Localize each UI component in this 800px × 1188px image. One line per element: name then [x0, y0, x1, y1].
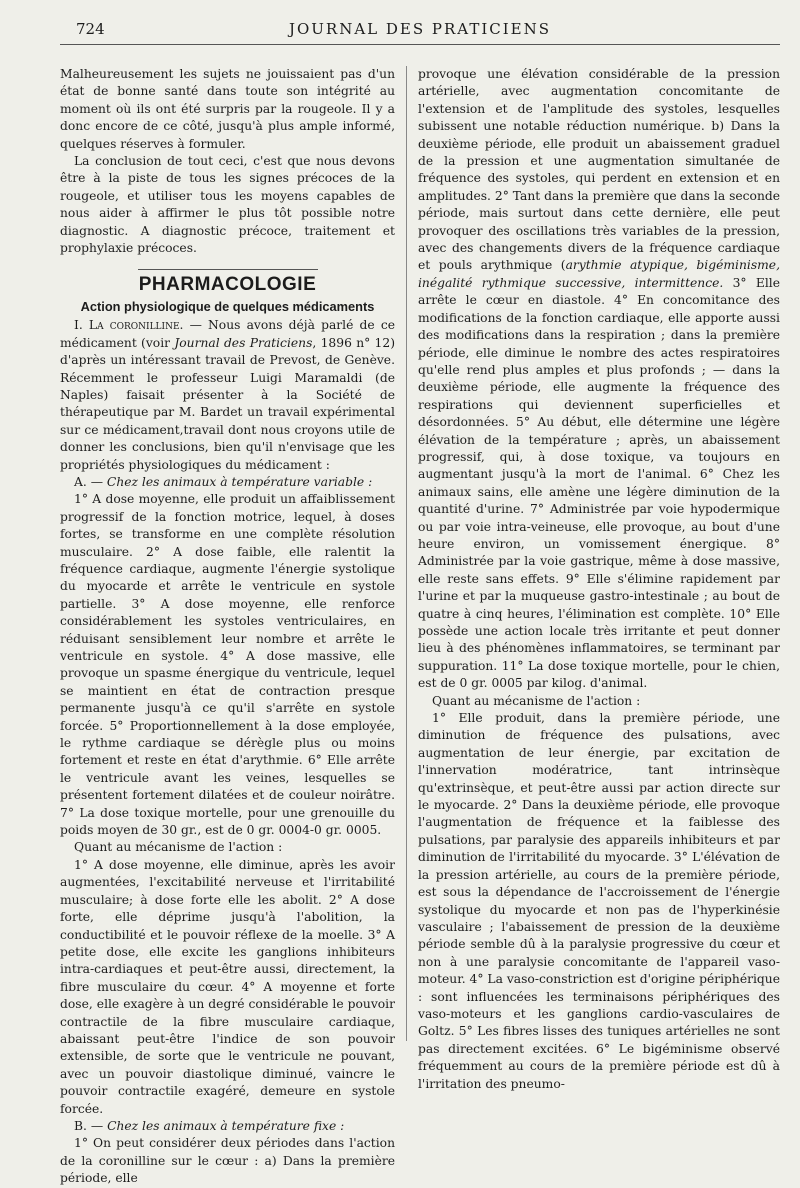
paragraph: La conclusion de tout ceci, c'est que nous devons être à la piste de tous les signes précoces de la rougeole, et utiliser tous les moyens capables de nous aider à affirmer le plus tôt possible notre diagnostic. A diagnostic précoce, traitement et prophylaxie précoces.: [60, 154, 395, 256]
left-column: [60, 66, 395, 1186]
text-run: , 1896 n° 12) d'après un intéressant travail de Prevost, de Genève. Récemment le professeur Luigi Maramaldi (de Naples) faisait présenter à la Société de thérapeutique par M. Bardet un travail expérimental sur ce médicament,travail dont nous croyons utile de donner les conclusions, bien qu'il n'envisage que les propriétés physiologiques du médicament :: [60, 335, 395, 472]
text-run: A. —: [74, 474, 107, 489]
text-italic: arythmie atypique, bigéminisme, inégalité rythmique successive, intermittence.: [418, 258, 780, 290]
subheading-italic: Chez les animaux à température variable :: [106, 474, 373, 489]
paragraph: [418, 66, 780, 693]
column-divider: [406, 66, 407, 1041]
text-run: provoque une élévation considérable de la pression artérielle, avec augmentation concomitante de l'extension et de l'amplitude des systoles, lesquelles subissent une notable réduction numérique. b) Dans la deuxième période, elle produit un abaissement graduel de la pression et une augmentation simultanée de fréquence des systoles, qui perdent en extension et en amplitudes. 2° Tant dans la première que dans la seconde période, mais surtout dans cette dernière, elle peut provoquer des oscillations très variables de la pression, avec des changements divers de la fréquence cardiaque et pouls arythmique (: [418, 67, 781, 273]
paragraph: Quant au mécanisme de l'action :: [432, 693, 641, 708]
subsection-title: Action physiologique de quelques médicaments: [80, 298, 375, 314]
journal-reference: Journal des Praticiens: [174, 335, 313, 350]
section-title: PHARMACOLOGIE: [138, 269, 318, 293]
page-number: 724: [76, 20, 105, 38]
paragraph: 1° Elle produit, dans la première période, une diminution de fréquence des pulsations, avec augmentation de leur énergie, par excitation de l'innervation modératrice, tant intrinsèque qu'extrinsèque, et peut-être aussi par action directe sur le myocarde. 2° Dans la deuxième période, elle provoque l'augmentation de fréquence et la faiblesse des pulsations, par paralysie des appareils inhibiteurs et par diminution de l'irritabilité du myocarde. 3° L'élévation de la pression artérielle, au cours de la première période, est sous la dépendance de l'accroissement de l'énergie systolique du myocarde et non pas de l'hyperkinésie vasculaire ; l'abaissement de pression de la deuxième période semble dû à la paralysie progressive du cœur et non à une paralysie concomitante de l'appareil vaso-moteur. 4° La vaso-constriction est d'origine périphérique : sont influencées les terminaisons périphériques des vaso-moteurs et les ganglions cardio-vasculaires de Goltz. 5° Les fibres lisses des tuniques artérielles ne sont pas directement excitées. 6° Le bigéminisme observé fréquemment au cours de la première période est dû à l'irritation des pneumo-: [418, 711, 780, 1091]
paragraph: Malheureusement les sujets ne jouissaient pas d'un état de bonne santé dans toute son intégrité au moment où ils ont été surpris par la rougeole. Il y a donc encore de ce côté, jusqu'à plus ample informé, quelques réserves à formuler.: [60, 67, 395, 151]
text-run: 3° Elle arrête le cœur en diastole. 4° En concomitance des modifications de la fonction cardiaque, elle apporte aussi des modifications dans la respiration ; dans la première période, elle diminue le nombre des actes respiratoires qu'elle rend plus amples et plus profonds ; — dans la deuxième période, elle augmente la fréquence des respirations qui deviennent superficielles et désordonnées. 5° Au début, elle détermine une légère élévation de la température ; après, un abaissement progressif, qui, à dose toxique, va toujours en augmentant jusqu'à la mort de l'animal. 6° Chez les animaux sains, elle amène une légère diminution de la quantité d'urine. 7° Administrée par voie hypodermique ou par voie intra-veineuse, elle provoque, au bout d'une heure environ, un vomissement énergique. 8° Administrée par la voie gastrique, même à dose massive, elle reste sans effets. 9° Elle s'élimine rapidement par l'urine et par la muqueuse gastro-intestinale ; au bout de quatre à cinq heures, l'élimination est complète. 10° Elle possède une action locale très irritante et peut donner lieu à des phénomènes inflammatoires, se terminant par suppuration. 11° La dose toxique mortelle, pour le chien, est de 0 gr. 0005 par kilog. d'animal.: [418, 275, 780, 691]
paragraph: [60, 1118, 395, 1135]
paragraph-lead: I. La coronilline.: [74, 318, 184, 333]
paragraph: 1° On peut considérer deux périodes dans l'action de la coronilline sur le cœur : a) Dans la première période, elle: [60, 1136, 395, 1186]
paragraph: 1° A dose moyenne, elle produit un affaiblissement progressif de la fonction motrice, lequel, à doses fortes, se transforme en une complète résolution musculaire. 2° A dose faible, elle ralentit la fréquence cardiaque, augmente l'énergie systolique du myocarde et arrête le ventricule en systole partielle. 3° A dose moyenne, elle renforce considérablement les systoles ventriculaires, en réduisant sensiblement leur nombre et arrête le ventricule en systole. 4° A dose massive, elle provoque un spasme énergique du ventricule, lequel se maintient en état de contraction presque permanente jusqu'à ce qu'il s'arrête en systole forcée. 5° Proportionnellement à la dose employée, le rythme cardiaque se dérègle plus ou moins fortement et reste en état d'arythmie. 6° Elle arrête le ventricule avant les veines, lesquelles se présentent fortement dilatées et de couleur noirâtre. 7° La dose toxique mortelle, pour une grenouille du poids moyen de 30 gr., est de 0 gr. 0004-0 gr. 0005.: [60, 492, 395, 838]
text-run: — Nous avons déjà parlé de ce médicament (voir: [60, 318, 395, 350]
paragraph: [60, 317, 395, 474]
paragraph: Quant au mécanisme de l'action :: [74, 840, 283, 855]
page-header: [60, 18, 780, 45]
text-run: B. —: [74, 1118, 108, 1133]
paragraph: 1° A dose moyenne, elle diminue, après les avoir augmentées, l'excitabilité nerveuse et l'irritabilité musculaire; à dose forte elle les abolit. 2° A dose forte, elle déprime jusqu'à l'abolition, la conductibilité et le pouvoir réflexe de la moelle. 3° A petite dose, elle excite les ganglions inhibiteurs intra-cardiaques et peut-être aussi, directement, la fibre musculaire du cœur. 4° A moyenne et forte dose, elle exagère à un degré considérable le pouvoir contractile de la fibre musculaire cardiaque, abaissant peut-être l'indice de son pouvoir extensible, de sorte que le ventricule ne pouvant, avec un pouvoir diastolique diminué, vaincre le pouvoir contractile exagéré, demeure en systole forcée.: [60, 857, 395, 1116]
paragraph: [60, 474, 395, 491]
journal-title: JOURNAL DES PRATICIENS: [288, 20, 552, 38]
subheading-italic: Chez les animaux à température fixe :: [107, 1118, 345, 1133]
right-column: [418, 66, 781, 1091]
